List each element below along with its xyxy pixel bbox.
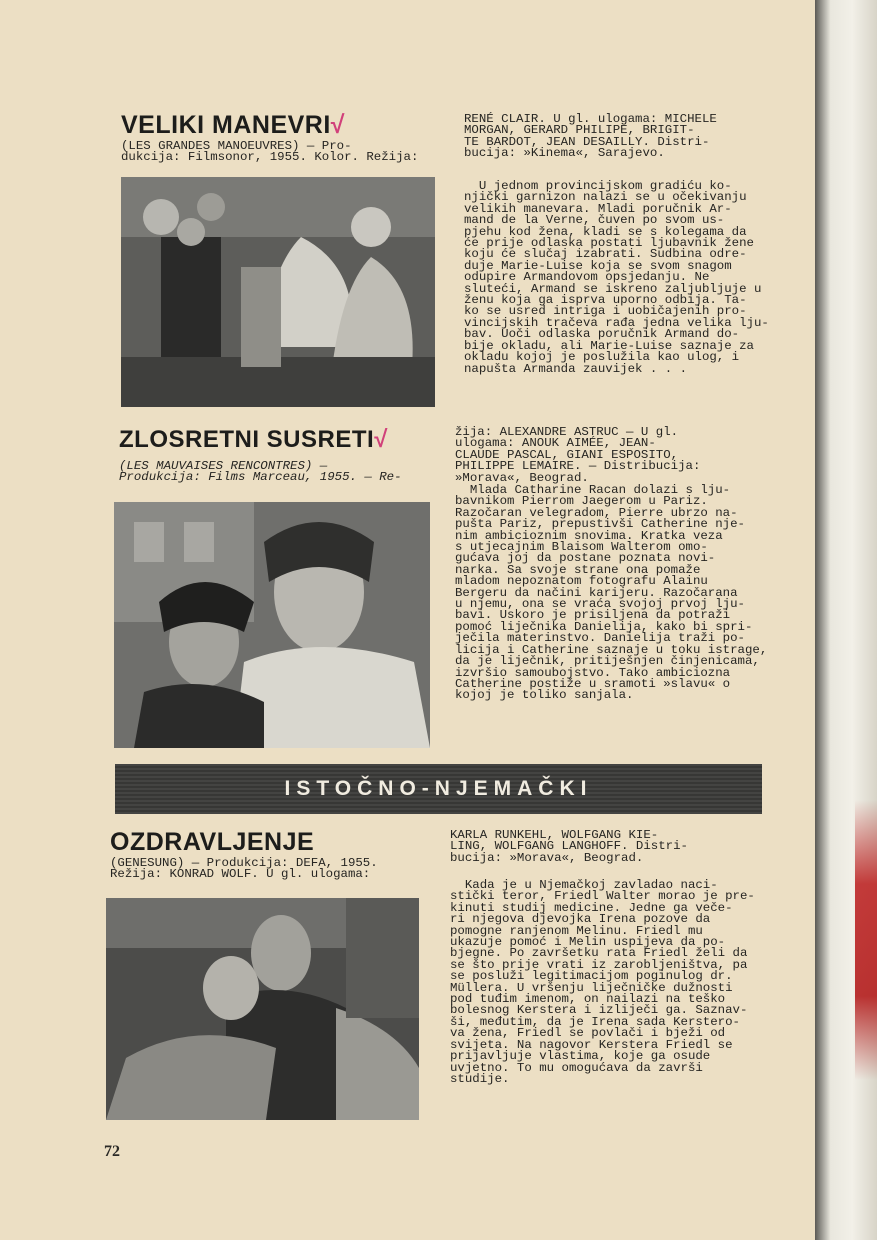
article-title-zlosretni-susreti: ZLOSRETNI SUSRETI√ (119, 426, 388, 453)
next-page-edge-red-stripe (855, 800, 877, 1080)
film-still-photo (114, 502, 430, 748)
article-title-ozdravljenje: OZDRAVLJENJE (110, 828, 315, 856)
check-mark-icon: √ (374, 426, 388, 453)
article-credits: žija: ALEXANDRE ASTRUC — U gl. ulogama: ANOUK AIMÉE, JEAN- CLAUDE PASCAL, GIANI ESPOSITO, PHILIPPE LEMAIRE. — Distribucija: »Morava«, Beograd. (455, 425, 701, 485)
article-body: U jednom provincijskom gradiću ko- njički garnizon nalazi se u očekivanju velikih manevara. Mladi poručnik Ar- mand de la Verne, čuven po svom us- pjehu kod žena, kladi se s kolegama da će prije odlaska postati ljubavnik žene koju će slučaj izabrati. Sudbina odre- duje Marie-Luise koja se svom snagom odupire Armandovom opsjedanju. Ne sluteći, Armand se iskreno zaljubljuje u ženu koja ga isprva uporno odbija. Ta- ko se usred intriga i uobičajenih pro- vincijskih tračeva rađa jedna velika lju- bav. Uoči odlaska poručnik Armand do- bije okladu, ali Marie-Luise saznaje za okladu kojoj je poslužila kao ulog, i napušta Armanda zauvijek . . . (464, 179, 769, 376)
check-mark-icon: √ (330, 111, 346, 139)
film-still-veliki-manevri (121, 177, 435, 407)
article-body: Mlada Catharine Racan dolazi s lju- bavnikom Pierrom Jaegerom u Pariz. Razočaran velegradom, Pierre ubrzo na- pušta Pariz, prepustivši Catherine nje- nim ambicioznim snovima. Kratka veza s utjecajnim Blaisom Walterom omo- gućava joj da postane poznata novi- narka. Sa svoje strane ona pomaže mladom nepoznatom fotografu Alainu Bergeru da načini karijeru. Razočarana u njemu, ona se vraća svojoj prvoj lju- bavi. Uskoro je prisiljena da potraži pomoć liječnika Danielija, kako bi spri- ječila materinstvo. Danielija traži po- licija i Catherine saznaje u toku istrage, da je liječnik, pritiješnjen činjenicama, izvršio samoubojstvo. Tako ambiciozna Catherine postiže u sramoti »slavu« o kojoj je toliko sanjala. (455, 483, 768, 703)
page-number: 72 (104, 1143, 120, 1160)
article-title-veliki-manevri: VELIKI MANEVRI√ (121, 111, 346, 139)
film-still-photo (121, 177, 435, 407)
article-intro: (GENESUNG) — Produkcija: DEFA, 1955. Režija: KONRAD WOLF. U gl. ulogama: (110, 856, 378, 882)
film-still-photo (106, 898, 419, 1120)
film-still-zlosretni-susreti (114, 502, 430, 748)
section-banner (115, 764, 762, 814)
article-credits: RENÉ CLAIR. U gl. ulogama: MICHELE MORGAN, GERARD PHILIPE, BRIGIT- TE BARDOT, JEAN DESAILLY. Distri- bucija: »Kinema«, Sarajevo. (464, 112, 717, 161)
article-intro: (LES MAUVAISES RENCONTRES) — Produkcija: Films Marceau, 1955. — Re- (119, 459, 402, 485)
section-banner-label: ISTOČNO-NJEMAČKI (284, 777, 593, 800)
film-still-ozdravljenje (106, 898, 419, 1120)
article-credits: KARLA RUNKEHL, WOLFGANG KIE- LING, WOLFGANG LANGHOFF. Distri- bucija: »Morava«, Beograd. (450, 828, 688, 865)
article-intro: (LES GRANDES MANOEUVRES) — Pro- dukcija: Filmsonor, 1955. Kolor. Režija: (121, 139, 419, 165)
article-body: Kada je u Njemačkoj zavladao naci- stički teror, Friedl Walter morao je pre- kinuti studij medicine. Jedne ga veče- ri njegova djevojka Irena pozove da pomogne ranjenom Melinu. Friedl mu ukazuje pomoć i Melin uspijeva da po- bjegne. Po završetku rata Friedl želi da se što prije vrati iz zarobljeništva, pa se posluži legitimacijom poginulog dr. Müllera. U vršenju liječničke dužnosti pod tuđim imenom, on nailazi na teško bolesnog Kerstera i izliječi ga. Saznav- ši, međutim, da je Irena sada Kerstero- va žena, Friedl se povlači i bježi od svijeta. Na nagovor Kerstera Friedl se prijavljuje vlastima, koje ga osude uvjetno. To mu omogućava da završi studije. (450, 878, 755, 1086)
